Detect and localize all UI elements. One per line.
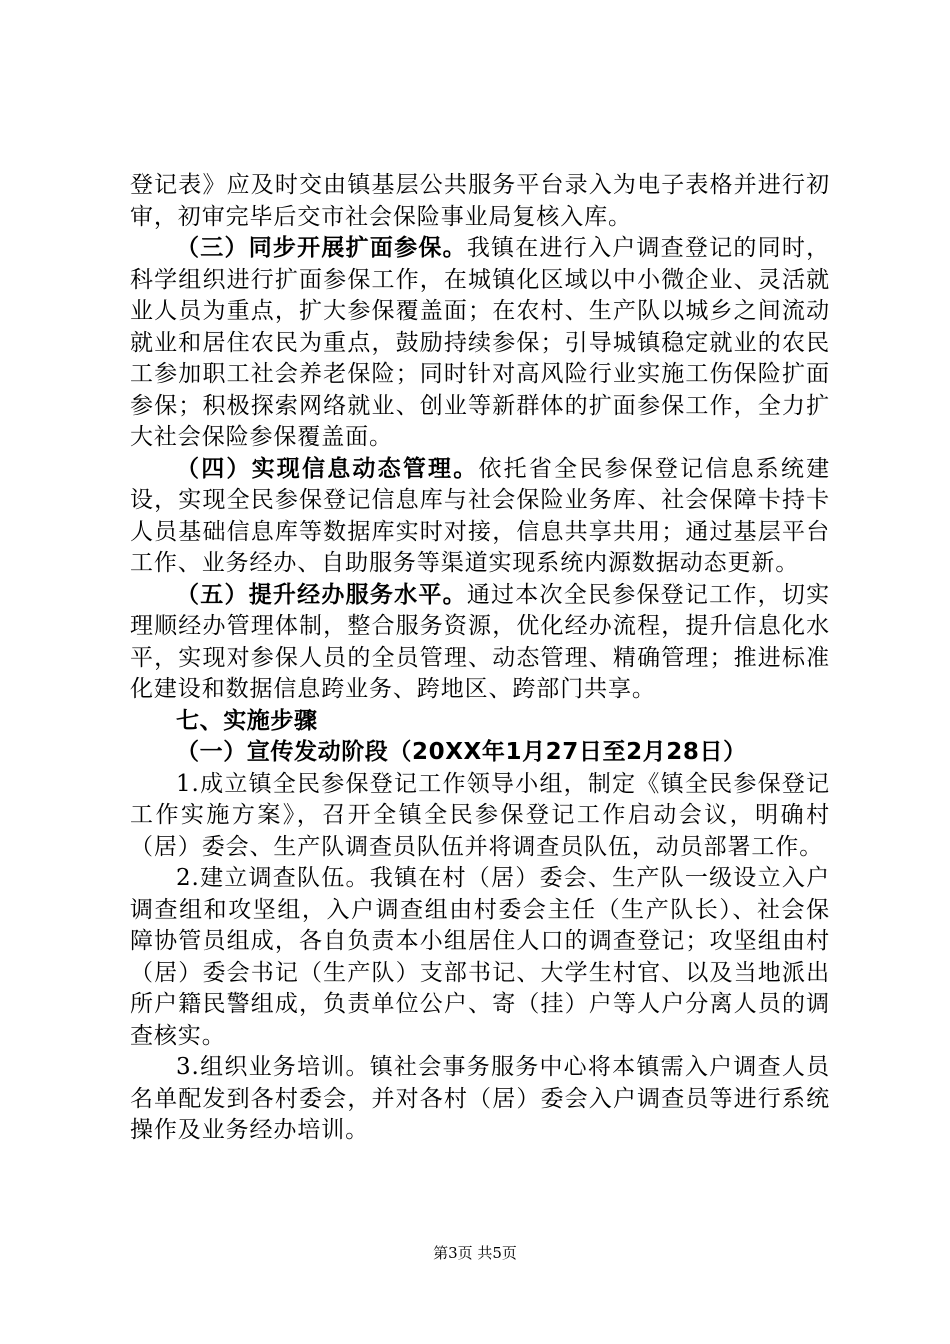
- page-number-indicator: 第3页 共5页: [433, 1244, 517, 1262]
- document-body: [130, 170, 830, 1147]
- paragraph-dynamic-management: [130, 454, 830, 580]
- step-item: 3.组织业务培训。镇社会事务服务中心将本镇需入户调查人员名单配发到各村委会，并对各村（居）委会入户调查员等进行系统操作及业务经办培训。: [130, 1054, 830, 1143]
- paragraph-continued: [130, 170, 830, 233]
- paragraph-expand-insurance: [130, 233, 830, 454]
- paragraph-lead-heading: （五）提升经办服务水平。: [176, 581, 467, 608]
- page-footer: [0, 1243, 950, 1263]
- paragraph-text: 我镇在进行入户调查登记的同时，科学组织进行扩面参保工作，在城镇化区域以中小微企业、灵活就业人员为重点，扩大参保覆盖面；在农村、生产队以城乡之间流动就业和居住农民为重点，鼓励持续参保；引导城镇稳定就业的农民工参加职工社会养老保险；同时针对高风险行业实施工伤保险扩面参保；积极探索网络就业、创业等新群体的扩面参保工作，全力扩大社会保险参保覆盖面。: [130, 235, 830, 450]
- step-item: 2.建立调查队伍。我镇在村（居）委会、生产队一级设立入户调查组和攻坚组，入户调查组由村委会主任（生产队长）、社会保障协管员组成，各自负责本小组居住人口的调查登记；攻坚组由村（居）委会书记（生产队）支部书记、大学生村官、以及当地派出所户籍民警组成，负责单位公户、寄（挂）户等人户分离人员的调查核实。: [130, 865, 830, 1049]
- paragraph-service-level: [130, 580, 830, 706]
- paragraph-lead-heading: （三）同步开展扩面参保。: [176, 235, 467, 261]
- paragraph-text: 登记表》应及时交由镇基层公共服务平台录入为电子表格并进行初审，初审完毕后交市社会保险事业局复核入库。: [130, 172, 830, 230]
- step-item: 1.成立镇全民参保登记工作领导小组，制定《镇全民参保登记工作实施方案》，召开全镇全民参保登记工作启动会议，明确村（居）委会、生产队调查员队伍并将调查员队伍，动员部署工作。: [130, 770, 830, 860]
- paragraph-text: 通过本次全民参保登记工作，切实理顺经办管理体制，整合服务资源，优化经办流程，提升信息化水平，实现对参保人员的全员管理、动态管理、精确管理；推进标准化建设和数据信息跨业务、跨地区、跨部门共享。: [130, 581, 830, 702]
- section-heading: 七、实施步骤: [176, 707, 318, 734]
- subsection-heading: （一）宣传发动阶段（20XX年1月27日至2月28日）: [176, 739, 747, 765]
- paragraph-lead-heading: （四）实现信息动态管理。: [176, 455, 479, 482]
- paragraph-text: 依托省全民参保登记信息系统建设，实现全民参保登记信息库与社会保险业务库、社会保障卡持卡人员基础信息库等数据库实时对接，信息共享共用；通过基层平台工作、业务经办、自助服务等渠道实现系统内源数据动态更新。: [130, 455, 830, 576]
